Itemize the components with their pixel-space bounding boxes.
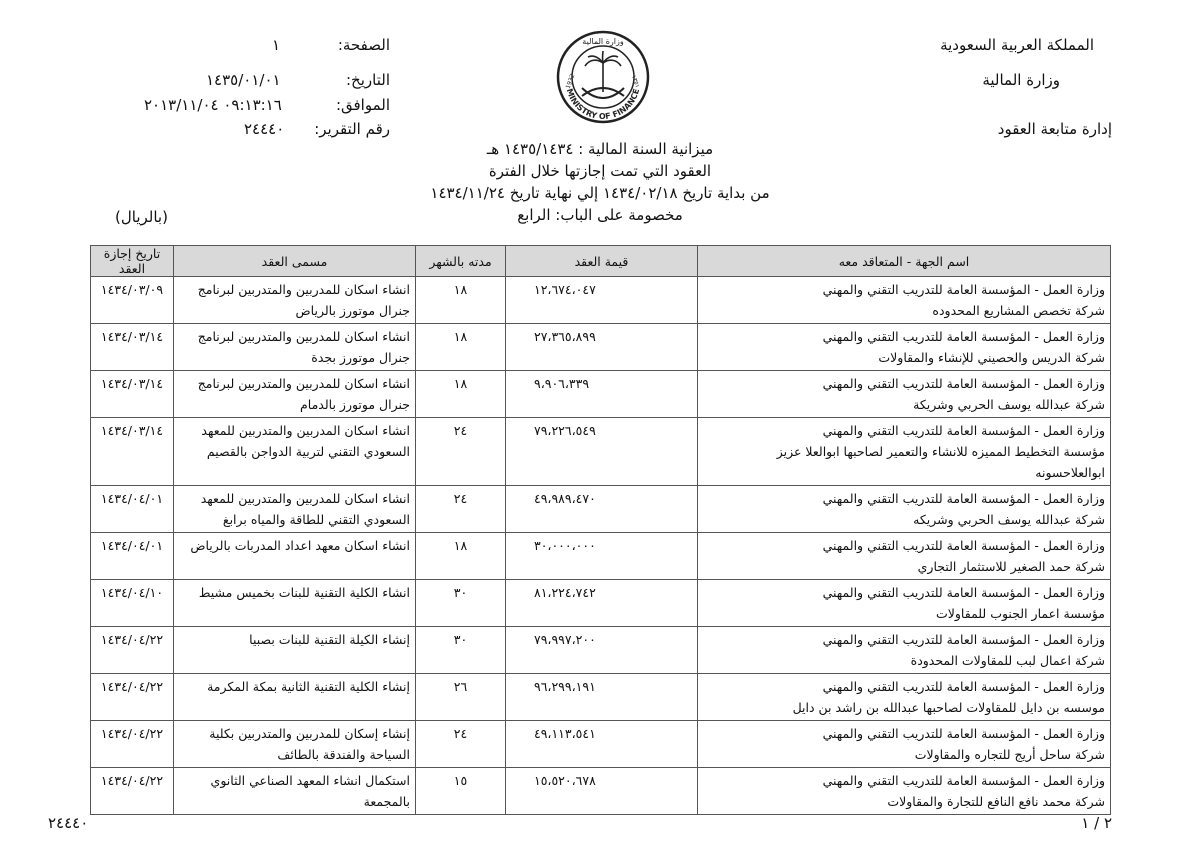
- date-cell: ١٤٣٤/٠٤/٢٢: [91, 627, 174, 674]
- period-title: من بداية تاريخ ١٤٣٤/٠٢/١٨ إلي نهاية تاريخ ١٤٣٤/١١/٢٤: [430, 184, 770, 202]
- ministry-seal-icon: [556, 30, 650, 124]
- header-party: اسم الجهة - المتعاقد معه: [698, 246, 1111, 277]
- contract-name-cell: إنشاء الكلية التقنية الثانية بمكة المكرمة: [174, 674, 416, 721]
- duration-cell: ٢٦: [416, 674, 506, 721]
- header-date: تاريخ إجازة العقد: [91, 246, 174, 277]
- table-row: [91, 627, 1111, 674]
- page-value: ١: [272, 36, 281, 54]
- party-cell: وزارة العمل - المؤسسة العامة للتدريب التقني والمهني مؤسسة التخطيط المميزه للانشاء والتعمير لصاحبها ابوالعلا عزيز ابوالعلاحسونه: [698, 418, 1111, 486]
- date-cell: ١٤٣٤/٠٤/٠١: [91, 486, 174, 533]
- table-row: [91, 533, 1111, 580]
- table-row: [91, 418, 1111, 486]
- date-cell: ١٤٣٤/٠٤/٢٢: [91, 674, 174, 721]
- duration-cell: ٣٠: [416, 580, 506, 627]
- duration-cell: ٢٤: [416, 418, 506, 486]
- table-row: [91, 324, 1111, 371]
- duration-cell: ٢٤: [416, 721, 506, 768]
- report-label: رقم التقرير:: [314, 120, 390, 138]
- date-value: ١٤٣٥/٠١/٠١: [206, 71, 281, 89]
- date-cell: ١٤٣٤/٠٣/١٤: [91, 371, 174, 418]
- party-cell: وزارة العمل - المؤسسة العامة للتدريب التقني والمهني مؤسسة اعمار الجنوب للمقاولات: [698, 580, 1111, 627]
- date-cell: ١٤٣٤/٠٤/٠١: [91, 533, 174, 580]
- duration-cell: ١٥: [416, 768, 506, 815]
- contract-name-cell: انشاء الكلية التقنية للبنات بخميس مشيط: [174, 580, 416, 627]
- party-cell: وزارة العمل - المؤسسة العامة للتدريب التقني والمهني شركة عبدالله يوسف الحربي وشريكة: [698, 371, 1111, 418]
- table-row: [91, 768, 1111, 815]
- table-row: [91, 721, 1111, 768]
- contract-name-cell: انشاء اسكان للمدربين والمتدربين لبرنامج جنرال موتورز بالدمام: [174, 371, 416, 418]
- duration-cell: ١٨: [416, 533, 506, 580]
- seal-text-top: وزارة المالية: [582, 37, 624, 46]
- ministry-name: وزارة المالية: [982, 71, 1060, 89]
- chapter-title: مخصومة على الباب: الرابع: [517, 206, 683, 224]
- duration-cell: ٣٠: [416, 627, 506, 674]
- party-cell: وزارة العمل - المؤسسة العامة للتدريب التقني والمهني شركة حمد الصغير للاستثمار التجاري: [698, 533, 1111, 580]
- budget-title: ميزانية السنة المالية : ١٤٣٥/١٤٣٤ هـ: [486, 140, 714, 158]
- value-cell: ١٢،٦٧٤،٠٤٧: [506, 277, 698, 324]
- party-cell: وزارة العمل - المؤسسة العامة للتدريب التقني والمهني شركة عبدالله يوسف الحربي وشريكه: [698, 486, 1111, 533]
- corresponding-value: ٠٩:١٣:١٦ ٢٠١٣/١١/٠٤: [144, 96, 282, 114]
- contracts-title: العقود التي تمت إجازتها خلال الفترة: [488, 162, 712, 180]
- contract-name-cell: إنشاء الكيلة التقنية للبنات بصبيا: [174, 627, 416, 674]
- contract-name-cell: استكمال انشاء المعهد الصناعي الثانوي بالمجمعة: [174, 768, 416, 815]
- duration-cell: ٢٤: [416, 486, 506, 533]
- contract-name-cell: انشاء اسكان للمدربين والمتدربين لبرنامج جنرال موتورز بالرياض: [174, 277, 416, 324]
- duration-cell: ١٨: [416, 324, 506, 371]
- currency-note: (بالريال): [115, 208, 168, 226]
- seal-year-right: ١٣٥١: [629, 74, 641, 89]
- value-cell: ٣٠،٠٠٠،٠٠٠: [506, 533, 698, 580]
- date-cell: ١٤٣٤/٠٤/٢٢: [91, 721, 174, 768]
- report-value: ٢٤٤٤٠: [244, 120, 285, 138]
- party-cell: وزارة العمل - المؤسسة العامة للتدريب التقني والمهني شركة تخصص المشاريع المحدوده: [698, 277, 1111, 324]
- department-name: إدارة متابعة العقود: [997, 120, 1112, 138]
- party-cell: وزارة العمل - المؤسسة العامة للتدريب التقني والمهني شركة ساحل أريج للتجاره والمقاولات: [698, 721, 1111, 768]
- table-row: [91, 371, 1111, 418]
- contract-name-cell: إنشاء إسكان للمدربين والمتدربين بكلية السياحة والفندقة بالطائف: [174, 721, 416, 768]
- seal-year-left: 1932: [564, 73, 577, 90]
- value-cell: ١٥،٥٢٠،٦٧٨: [506, 768, 698, 815]
- value-cell: ٤٩،١١٣،٥٤١: [506, 721, 698, 768]
- header-value: قيمة العقد: [506, 246, 698, 277]
- date-cell: ١٤٣٤/٠٣/١٤: [91, 418, 174, 486]
- value-cell: ٧٩،٩٩٧،٢٠٠: [506, 627, 698, 674]
- contracts-table: [90, 245, 1111, 815]
- contract-name-cell: انشاء اسكان معهد اعداد المدربات بالرياض: [174, 533, 416, 580]
- value-cell: ٢٧،٣٦٥،٨٩٩: [506, 324, 698, 371]
- footer-report-number: ٢٤٤٤٠: [48, 814, 89, 832]
- value-cell: ٩،٩٠٦،٣٣٩: [506, 371, 698, 418]
- table-row: [91, 277, 1111, 324]
- date-cell: ١٤٣٤/٠٣/١٤: [91, 324, 174, 371]
- duration-cell: ١٨: [416, 371, 506, 418]
- date-cell: ١٤٣٤/٠٤/١٠: [91, 580, 174, 627]
- party-cell: وزارة العمل - المؤسسة العامة للتدريب التقني والمهني شركة اعمال لبب للمقاولات المحدودة: [698, 627, 1111, 674]
- date-cell: ١٤٣٤/٠٣/٠٩: [91, 277, 174, 324]
- party-cell: وزارة العمل - المؤسسة العامة للتدريب التقني والمهني موسسه بن دايل للمقاولات لصاحبها عبدالله بن راشد بن دايل: [698, 674, 1111, 721]
- value-cell: ٧٩،٢٢٦،٥٤٩: [506, 418, 698, 486]
- date-cell: ١٤٣٤/٠٤/٢٢: [91, 768, 174, 815]
- page-label: الصفحة:: [337, 36, 390, 54]
- date-label: التاريخ:: [346, 71, 390, 89]
- seal-text-bottom: MINISTRY OF FINANCE: [564, 87, 642, 122]
- page-count: ٢ / ١: [1081, 814, 1112, 832]
- kingdom-name: المملكة العربية السعودية: [940, 36, 1094, 54]
- contract-name-cell: انشاء اسكان للمدربين والمتدربين للمعهد السعودي التقني للطاقة والمياه برابغ: [174, 486, 416, 533]
- table-header-row: [91, 246, 1111, 277]
- table-row: [91, 580, 1111, 627]
- contract-name-cell: انشاء اسكان المدربين والمتدربين للمعهد السعودي التقني لتربية الدواجن بالقصيم: [174, 418, 416, 486]
- duration-cell: ١٨: [416, 277, 506, 324]
- value-cell: ٨١،٢٢٤،٧٤٢: [506, 580, 698, 627]
- corresponding-label: الموافق:: [335, 96, 390, 114]
- palm-tree-icon: [585, 51, 621, 92]
- value-cell: ٩٦،٢٩٩،١٩١: [506, 674, 698, 721]
- value-cell: ٤٩،٩٨٩،٤٧٠: [506, 486, 698, 533]
- contract-name-cell: انشاء اسكان للمدربين والمتدربين لبرنامج جنرال موتورز بجدة: [174, 324, 416, 371]
- party-cell: وزارة العمل - المؤسسة العامة للتدريب التقني والمهني شركة الدريس والحصيني للإنشاء والمقاولات: [698, 324, 1111, 371]
- header-duration: مدته بالشهر: [416, 246, 506, 277]
- party-cell: وزارة العمل - المؤسسة العامة للتدريب التقني والمهني شركة محمد نافع النافع للتجارة والمقاولات: [698, 768, 1111, 815]
- table-row: [91, 674, 1111, 721]
- table-row: [91, 486, 1111, 533]
- header-name: مسمى العقد: [174, 246, 416, 277]
